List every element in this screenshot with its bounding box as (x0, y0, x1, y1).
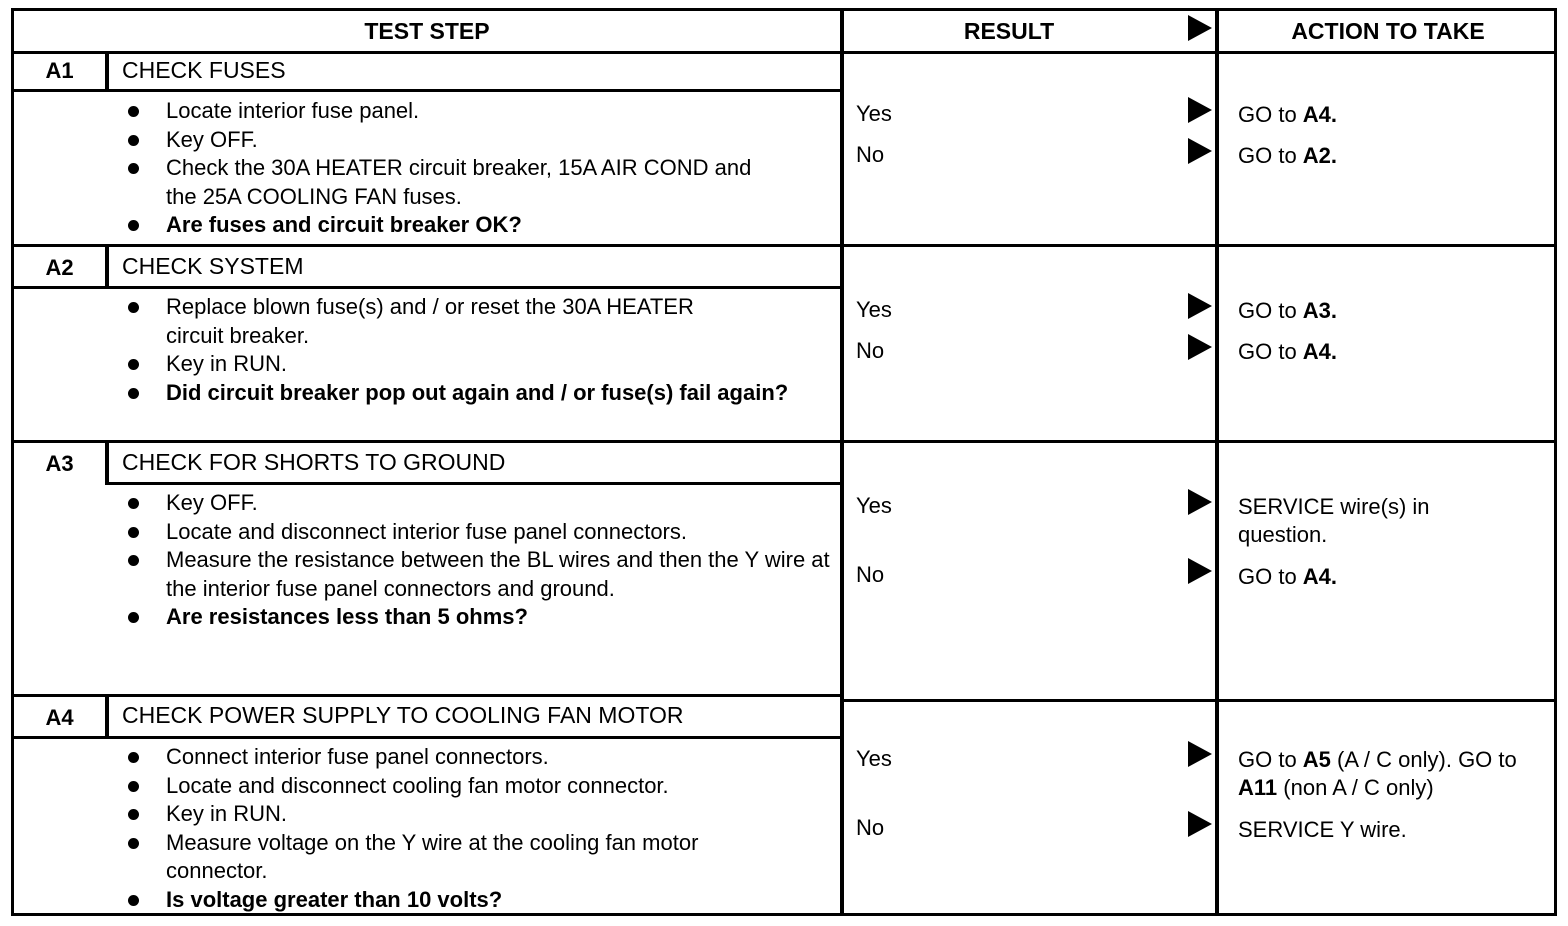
bullet-icon (128, 752, 139, 763)
header-arrow-icon (1188, 15, 1212, 41)
bullet-item: Key in RUN. (118, 800, 838, 829)
arrow-icon (1188, 489, 1212, 515)
header-action: ACTION TO TAKE (1291, 17, 1485, 44)
bullet-item: Connect interior fuse panel connectors. (118, 743, 838, 772)
bullet-icon (128, 106, 139, 117)
step-bullets (118, 293, 838, 407)
arrow-icon (1188, 741, 1212, 767)
result-yes: Yes (856, 101, 892, 126)
bullet-icon (128, 359, 139, 370)
code-divider (105, 443, 109, 482)
result-yes: Yes (856, 493, 892, 518)
bullet-item: Check the 30A HEATER circuit breaker, 15A AIR COND and the 25A COOLING FAN fuses. (118, 154, 766, 211)
bullet-icon (128, 555, 139, 566)
bullet-icon (128, 498, 139, 509)
diagnostic-table (11, 8, 1557, 916)
row-rule (14, 440, 1554, 443)
result-no: No (856, 142, 885, 167)
result-no: No (856, 562, 885, 587)
bullet-question: Did circuit breaker pop out again and / or fuse(s) fail again? (118, 379, 806, 408)
row-rule (14, 694, 840, 697)
step-title: CHECK POWER SUPPLY TO COOLING FAN MOTOR (122, 702, 684, 728)
title-rule (14, 736, 840, 739)
action-text: SERVICE Y wire. (1238, 817, 1407, 842)
bullet-icon (128, 302, 139, 313)
bullet-question: Are resistances less than 5 ohms? (118, 603, 838, 632)
header-result: RESULT (963, 17, 1055, 44)
bullet-item: Locate and disconnect interior fuse panel connectors. (118, 518, 726, 547)
bullet-icon (128, 895, 139, 906)
bullet-icon (128, 163, 139, 174)
bullet-question: Are fuses and circuit breaker OK? (118, 211, 838, 240)
column-divider (840, 11, 844, 913)
action-text: GO to A4. (1238, 102, 1338, 127)
result-yes: Yes (856, 297, 892, 322)
action-text: SERVICE wire(s) in question. (1238, 494, 1430, 547)
bullet-item: Measure the resistance between the BL wires and then the Y wire at the interior fuse panel connectors and ground. (118, 546, 846, 603)
result-no: No (856, 338, 885, 363)
bullet-icon (128, 809, 139, 820)
action-text: GO to A3. (1238, 298, 1338, 323)
bullet-icon (128, 135, 139, 146)
bullet-icon (128, 781, 139, 792)
bullet-item: Locate interior fuse panel. (118, 97, 838, 126)
arrow-icon (1188, 811, 1212, 837)
code-rule (14, 89, 105, 92)
step-bullets (118, 743, 838, 914)
bullet-item: Key OFF. (118, 489, 838, 518)
arrow-icon (1188, 138, 1212, 164)
step-bullets (118, 97, 838, 240)
bullet-question: Is voltage greater than 10 volts? (118, 886, 838, 915)
arrow-icon (1188, 97, 1212, 123)
bullet-item: Measure voltage on the Y wire at the cooling fan motor connector. (118, 829, 806, 886)
arrow-icon (1188, 334, 1212, 360)
bullet-icon (128, 612, 139, 623)
step-code: A3 (45, 450, 74, 476)
result-yes: Yes (856, 746, 892, 771)
bullet-item: Key OFF. (118, 126, 838, 155)
arrow-icon (1188, 558, 1212, 584)
bullet-icon (128, 220, 139, 231)
bullet-item: Key in RUN. (118, 350, 838, 379)
header-rule (14, 51, 1554, 54)
step-code: A2 (45, 254, 74, 280)
action-text: GO to A4. (1238, 564, 1338, 589)
action-text: GO to A4. (1238, 339, 1338, 364)
action-text: GO to A5 (A / C only). GO to A11 (non A / C only) (1238, 747, 1517, 800)
bullet-item: Locate and disconnect cooling fan motor connector. (118, 772, 838, 801)
code-divider (105, 247, 109, 286)
row-rule (14, 244, 1554, 247)
step-code: A1 (45, 58, 74, 83)
step-title: CHECK FOR SHORTS TO GROUND (122, 449, 506, 475)
code-divider (105, 51, 109, 89)
action-text: GO to A2. (1238, 143, 1338, 168)
title-rule (105, 482, 840, 485)
arrow-icon (1188, 293, 1212, 319)
result-no: No (856, 815, 885, 840)
step-title: CHECK SYSTEM (122, 253, 304, 279)
bullet-icon (128, 527, 139, 538)
header-test-step: TEST STEP (364, 17, 490, 44)
row-rule (840, 699, 1554, 702)
bullet-icon (128, 388, 139, 399)
title-rule (14, 286, 840, 289)
step-title: CHECK FUSES (122, 57, 286, 83)
code-divider (105, 697, 109, 736)
bullet-item: Replace blown fuse(s) and / or reset the 30A HEATER circuit breaker. (118, 293, 726, 350)
title-rule (105, 89, 840, 92)
step-code: A4 (45, 704, 74, 730)
column-divider (1215, 11, 1219, 913)
step-bullets (118, 489, 838, 632)
bullet-icon (128, 838, 139, 849)
